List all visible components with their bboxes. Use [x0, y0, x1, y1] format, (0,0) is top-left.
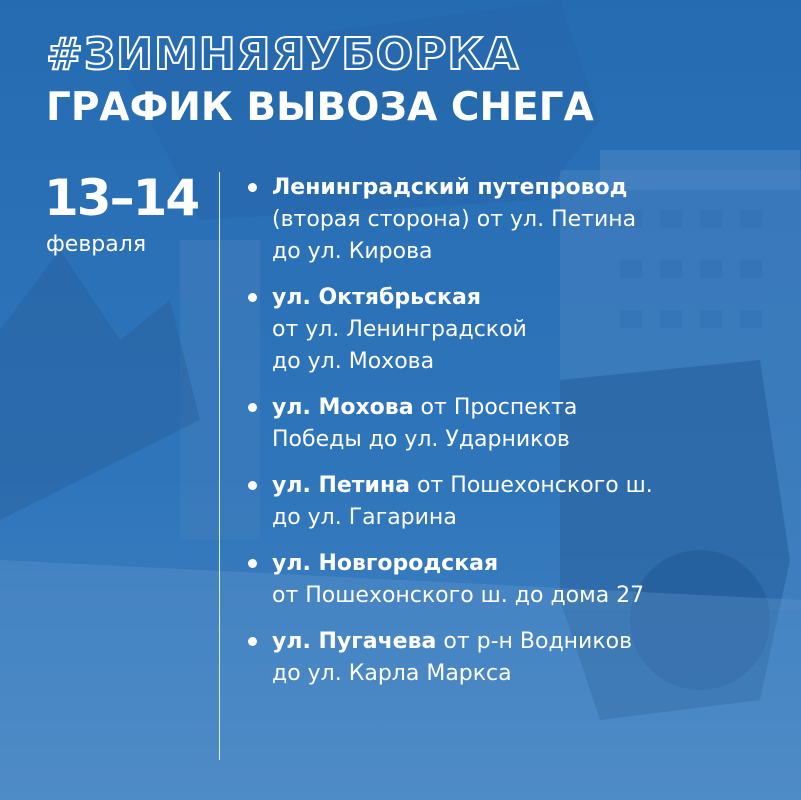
list-item [246, 470, 786, 534]
street-detail: до ул. Кирова [272, 239, 433, 264]
street-detail: от Пошехонского ш. [410, 473, 653, 498]
bullet-icon [248, 183, 257, 192]
bullet-icon [248, 481, 257, 490]
street-name: ул. Петина [272, 473, 411, 498]
street-detail: от р-н Водников [436, 629, 633, 654]
street-text [272, 282, 786, 378]
street-detail: до ул. Гагарина [272, 505, 457, 530]
street-detail: до ул. Мохова [272, 349, 435, 374]
bullet-icon [248, 559, 257, 568]
street-name: Ленинградский путепровод [272, 175, 628, 200]
street-detail: (вторая сторона) от ул. Петина [272, 207, 637, 232]
street-detail: от Проспекта [413, 395, 578, 420]
page-title: ГРАФИК ВЫВОЗА СНЕГА [46, 85, 594, 130]
street-text [272, 626, 786, 690]
bullet-icon [248, 293, 257, 302]
street-text [272, 392, 786, 456]
bullet-icon [248, 403, 257, 412]
street-list [246, 172, 786, 690]
list-item [246, 282, 786, 378]
list-item [246, 548, 786, 612]
date-month: февраля [46, 232, 147, 257]
street-text [272, 470, 786, 534]
street-detail: Победы до ул. Ударников [272, 427, 570, 452]
list-item [246, 172, 786, 268]
street-detail: до ул. Карла Маркса [272, 661, 512, 686]
street-text [272, 172, 786, 268]
street-name: ул. Мохова [272, 395, 414, 420]
hashtag: #ЗИМНЯЯУБОРКА [46, 29, 520, 80]
street-name: ул. Новгородская [272, 551, 499, 576]
vertical-divider [219, 172, 220, 760]
street-text [272, 548, 786, 612]
date-days: 13–14 [44, 169, 199, 227]
street-detail: от ул. Ленинградской [272, 317, 527, 342]
list-item [246, 392, 786, 456]
street-name: ул. Октябрьская [272, 285, 481, 310]
list-item [246, 626, 786, 690]
street-detail: от Пошехонского ш. до дома 27 [272, 583, 645, 608]
street-name: ул. Пугачева [272, 629, 437, 654]
bullet-icon [248, 637, 257, 646]
